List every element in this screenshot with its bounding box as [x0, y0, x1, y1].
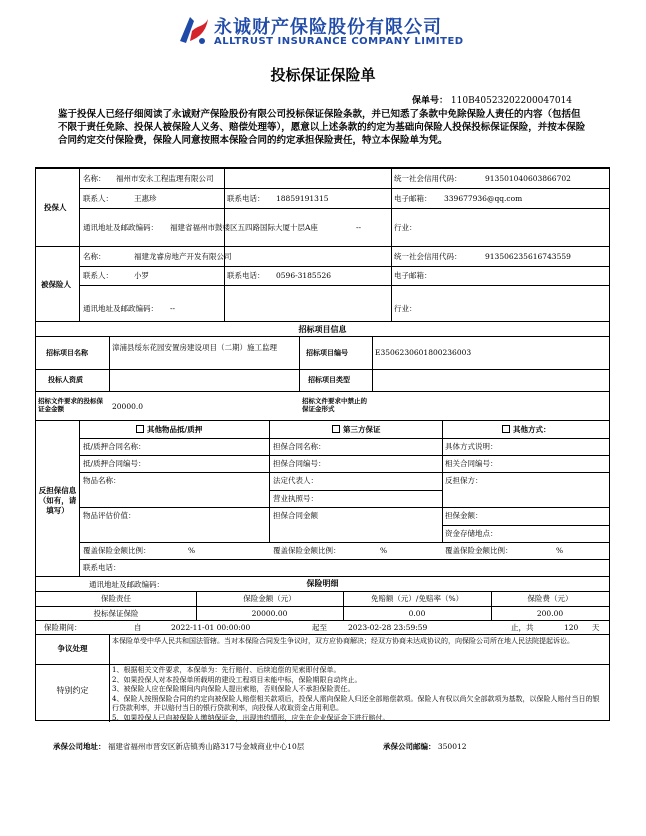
footer-address [53, 741, 304, 752]
row-liability: 投标保证保险 [93, 609, 139, 618]
period-label: 保险期间： [44, 623, 82, 632]
option-pledge[interactable] [136, 425, 202, 435]
project-name-label: 招标项目名称 [46, 349, 88, 357]
applicant-name: 福州市安永工程监理有限公司 [116, 174, 214, 183]
applicant-phone: 18859191315 [276, 194, 329, 203]
security-amount: 担保金额： [445, 511, 483, 520]
applicant-contact: 王惠珍 [134, 194, 157, 203]
insured-addr-label: 通讯地址及邮政编码： [83, 304, 158, 313]
coverage-ratio-1: 覆盖保险金额比例： [83, 546, 151, 555]
counter-section-line2: （如有，请 [38, 496, 77, 505]
counter-addr: 通讯地址及邮政编码： [89, 580, 164, 589]
applicant-phone-label: 联系电话： [227, 194, 265, 203]
coverage-pct-1: % [188, 546, 196, 555]
insured-email-label: 电子邮箱： [394, 271, 432, 280]
policy-number [412, 93, 572, 106]
project-no: E3506230601800236003 [375, 348, 472, 357]
applicant-addr-code: -- [356, 223, 362, 232]
coverage-ratio-2: 覆盖保险金额比例： [273, 546, 341, 555]
other-method-desc: 具体方式说明： [445, 442, 498, 451]
period-end-label: 止，共 [511, 623, 534, 632]
row-premium: 200.00 [536, 609, 564, 618]
insured-name: 福建龙睿房地产开发有限公司 [134, 252, 232, 261]
counter-section-line3: 填写） [46, 506, 69, 515]
insured-phone-label: 联系电话： [227, 271, 265, 280]
company-logo-icon [176, 11, 210, 47]
dispute-text: 本保险单受中华人民共和国法管辖。当对本保险合同发生争议时，双方应协商解决；经双方协商未达成协议的，向保险公司所在地人民法院提起诉讼。 [112, 637, 574, 645]
insured-section-label: 被保险人 [41, 280, 71, 289]
applicant-section-label: 投保人 [44, 203, 67, 212]
special-item: 2、如果投保人对本投保单所载明的建设工程项目未能中标，保险期限自动终止。 [112, 675, 362, 684]
related-contract-no: 相关合同编号： [445, 459, 498, 468]
insured-phone: 0596-3185526 [276, 271, 332, 280]
project-no-label: 招标项目编号 [306, 349, 348, 357]
policy-number-label: 保单号： [412, 96, 449, 106]
guarantee-amount: 担保合同金额 [273, 511, 318, 520]
special-list [112, 666, 606, 723]
special-label: 特别约定 [56, 686, 89, 695]
checkbox-icon[interactable] [502, 425, 510, 433]
company-name-cn: 永诚财产保险股份有限公司 [214, 17, 442, 38]
applicant-credit-label: 统一社会信用代码： [394, 174, 462, 183]
item-value: 物品评估价值： [83, 511, 136, 520]
option-other[interactable] [502, 425, 551, 435]
qualification-label: 投标人资质 [48, 376, 83, 384]
option-third-party[interactable] [332, 425, 381, 435]
item-name: 物品名称： [83, 476, 121, 485]
policy-form [35, 167, 610, 721]
period-days: 120 [564, 623, 579, 632]
insured-industry-label: 行业： [394, 304, 417, 313]
applicant-contact-label: 联系人： [83, 194, 113, 203]
option-pledge-label: 其他物品抵/质押 [147, 425, 203, 434]
insured-contact: 小罗 [134, 271, 149, 280]
option-other-label: 其他方式： [513, 425, 551, 434]
period-to-label: 起至 [312, 623, 327, 632]
footer-zip [383, 741, 467, 752]
col-premium: 保险费（元） [527, 594, 573, 603]
legal-rep: 法定代表人： [273, 476, 318, 485]
applicant-industry-label: 行业： [394, 223, 417, 232]
special-item: 4、保险人按照保险合同的约定向被保险人赔偿相关款项后，投保人需向保险人归还全部赔偿款项。保险人有权以尚欠全部款项为基数，以保险人赔付当日的银行贷款利率，并以赔付当日的银行贷款利率，向投保人收取资金占用利息。 [112, 694, 600, 712]
footer-zip-value: 350012 [437, 742, 467, 751]
counter-section-label [36, 486, 79, 516]
pledge-contract-no: 抵/质押合同编号： [83, 459, 146, 468]
project-section-title: 招标项目信息 [298, 325, 347, 334]
applicant-email-label: 电子邮箱： [394, 194, 432, 203]
option-third-party-label: 第三方保证 [343, 425, 381, 434]
col-liability: 保险责任 [101, 594, 131, 603]
checkbox-icon[interactable] [136, 425, 144, 433]
pledge-contract-name: 抵/质押合同名称： [83, 442, 146, 451]
applicant-name-label: 名称： [83, 174, 106, 183]
applicant-addr-label: 通讯地址及邮政编码： [83, 223, 158, 232]
guarantee-contract-no: 担保合同编号： [273, 459, 326, 468]
prohibited-form-label: 招标文件要求中禁止的保证金形式 [302, 397, 367, 413]
special-item: 1、根据相关文件要求，本保单为：先行赔付、后续追偿的见索即付保单。 [112, 666, 341, 674]
guarantee-contract-name: 担保合同名称： [273, 442, 326, 451]
counter-section-line1: 反担保信息 [38, 486, 77, 495]
special-item: 5、如果投保人已向被保险人缴纳保证金，出现违约情形，应先在企业保证金下进行赔付。 [112, 713, 390, 722]
business-license: 营业执照号： [273, 494, 318, 503]
counter-guarantor: 反担保方： [445, 476, 483, 485]
applicant-credit: 91350104060386​6702 [485, 174, 571, 183]
project-name: 漳浦县绥东花园安置房建设项目（二期）施工监理 [112, 343, 277, 352]
company-name-en: ALLTRUST INSURANCE COMPANY LIMITED [214, 36, 464, 47]
insured-credit: 913506235616743559 [485, 252, 571, 261]
coverage-pct-2: % [380, 546, 388, 555]
checkbox-icon[interactable] [332, 425, 340, 433]
col-amount: 保险金额（元） [243, 594, 296, 603]
project-type-label: 招标项目类型 [308, 376, 350, 384]
col-deductible: 免赔额（元）/免赔率（%） [370, 594, 464, 603]
period-to: 2023-02-28 23:59:59 [348, 623, 428, 632]
applicant-addr: 福建省福州市鼓楼区五四路国际大厦十层A座 [170, 223, 318, 232]
period-days-unit: 天 [592, 623, 600, 632]
coverage-ratio-3: 覆盖保险金额比例： [445, 546, 513, 555]
insurance-section-title: 保险明细 [306, 579, 339, 588]
footer-zip-label: 承保公司邮编： [383, 742, 436, 751]
insured-contact-label: 联系人： [83, 271, 113, 280]
coverage-pct-3: % [556, 546, 564, 555]
policy-number-value: 110B4052320220004701​4 [450, 96, 573, 106]
intro-paragraph: 鉴于投保人已经仔细阅读了永诚财产保险股份有限公司投标保证保险条款，并已知悉了条款中免除保险人责任的内容（包括但不限于责任免除、投保人被保险人义务、赔偿处理等），愿意以上述条款的约定为基础向保险人投保投标保证保险，并按本保险合同约定交付保险费，保险人同意按照本保险合同的约定承担保险责任，特立本保险单为凭。 [58, 109, 586, 146]
insured-name-label: 名称： [83, 252, 106, 261]
insured-credit-label: 统一社会信用代码： [394, 252, 462, 261]
period-from-label: 自 [134, 623, 142, 632]
page-title: 投标保证保险单 [270, 66, 376, 84]
deposit-location: 资金存储地点： [445, 529, 498, 538]
row-deductible: 0.00 [408, 609, 426, 618]
row-amount: 20000.00 [251, 609, 288, 618]
bond-amount-label: 招标文件要求的投标保证金金额 [38, 397, 103, 413]
dispute-label: 争议处理 [57, 644, 88, 653]
company-logo [176, 9, 476, 53]
counter-phone: 联系电话： [83, 563, 121, 572]
period-from: 2022-11-01 00:00:00 [171, 623, 251, 632]
special-item: 3、被保险人应在保险期间内向保险人提出索赔，否则保险人不承担保险责任。 [112, 685, 355, 693]
insured-addr-code: -- [170, 304, 176, 313]
bond-amount: 20000.0 [112, 402, 144, 411]
footer-addr-label: 承保公司地址： [53, 742, 106, 751]
applicant-email: 339677936@qq.com [444, 194, 523, 203]
footer-addr: 福建省福州市晋安区新店镇秀山路317号金城商业中心10层 [107, 742, 305, 751]
